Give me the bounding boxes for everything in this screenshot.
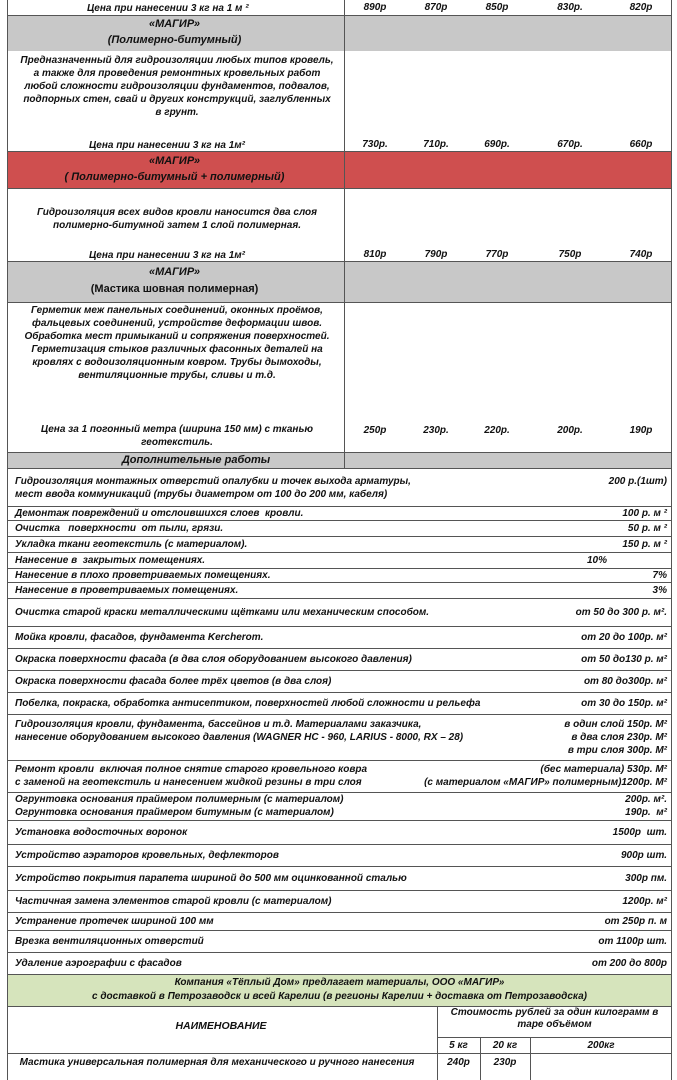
extras-row-price: от 1100р шт.	[598, 936, 667, 947]
extras-row-text: Нанесение в проветриваемых помещениях.	[15, 585, 239, 596]
extras-row-price: от 30 до 150р. м²	[581, 698, 667, 709]
section1-price-4: 670р.	[557, 139, 583, 150]
extras-row-text: Частичная замена элементов старой кровли (с материалом)	[15, 896, 332, 907]
extras-row-price: от 20 до 100р. м²	[581, 632, 667, 643]
extras-row-divider	[7, 866, 672, 867]
section1-price-label: Цена при нанесении 3 кг на 1м²	[89, 140, 246, 151]
extras-row-price: 300р пм.	[625, 873, 667, 884]
section3-subtitle: (Мастика шовная полимерная)	[90, 283, 259, 295]
extras-row-divider	[7, 890, 672, 891]
section3-price-1: 250р	[363, 425, 387, 436]
extras-row-price: 100 р. м ²	[622, 508, 667, 519]
extras-row-price: 50 р. м ²	[627, 523, 667, 534]
extras-row-divider	[7, 552, 672, 553]
extras-row-price: от 50 до130 р. м²	[581, 654, 667, 665]
extras-row-text: Нанесение в плохо проветриваемых помещениях.	[15, 570, 271, 581]
extras-row-text: Гидроизоляция кровли, фундамента, бассейнов и т.д. Материалами заказчика, нанесение оборудованием высокого давления (WAGNER HC - 960, LARIUS - 8000, RX – 28)	[15, 719, 464, 743]
extras-row-text: Ремонт кровли включая полное снятие старого кровельного ковра с заменой на геотекстиль и нанесением жидкой резины в три слоя	[15, 764, 368, 788]
extras-row-text: Очистка поверхности от пыли, грязи.	[15, 523, 224, 534]
extras-row-price: 1500р шт.	[612, 827, 667, 838]
extras-row-price: 1200р. м²	[622, 896, 667, 907]
extras-row-divider	[7, 648, 672, 649]
section1-price-2: 710р.	[423, 139, 449, 150]
top-price-2: 870р	[424, 2, 448, 13]
section2-price-1: 810р	[363, 249, 387, 260]
extras-row-text: Окраска поверхности фасада более трёх цветов (в два слоя)	[15, 676, 332, 687]
extras-row-price: от 200 до 800р	[591, 958, 667, 969]
company-banner: Компания «Тёплый Дом» предлагает материалы, ООО «МАГИР» с доставкой в Петрозаводск и всей Карелии (в регионы Карелии + доставка от Петрозаводска)	[92, 977, 587, 1002]
extras-row-price: от 250р п. м	[604, 916, 667, 927]
extras-row-text: Мойка кровли, фасадов, фундамента Kercherom.	[15, 632, 264, 643]
section1-price-5: 660р	[629, 139, 653, 150]
section2-description: Гидроизоляция всех видов кровли наносится два слоя полимерно-битумной затем 1 слой полимерная.	[36, 207, 318, 231]
extras-row-divider	[7, 714, 672, 715]
extras-row-price: 150 р. м ²	[622, 539, 667, 550]
materials-name-header: НАИМЕНОВАНИЕ	[175, 1020, 267, 1032]
top-price-4: 830р.	[557, 2, 583, 13]
section2-subtitle: ( Полимерно-битумный + полимерный)	[64, 171, 285, 183]
extras-row-price: в один слой 150р. М² в два слоя 230р. М² в три слоя 300р. М²	[564, 719, 667, 756]
top-price-label: Цена при нанесении 3 кг на 1 м ²	[87, 3, 249, 14]
extras-row-divider	[7, 582, 672, 583]
extras-row-text: Укладка ткани геотекстиль (с материалом).	[15, 539, 248, 550]
extras-row-price: 200 р.(1шт)	[608, 476, 667, 487]
materials-size-20kg: 20 кг	[492, 1040, 518, 1051]
section3-price-4: 200р.	[557, 425, 583, 436]
price-document	[7, 0, 672, 1080]
extras-row-price: (бес материала) 530р. М² (с материалом «МАГИР» полимерным)1200р. М²	[424, 764, 667, 788]
extras-row-text: Нанесение в закрытых помещениях.	[15, 555, 206, 566]
section2-price-2: 790р	[424, 249, 448, 260]
section2-price-label: Цена при нанесении 3 кг на 1м²	[89, 250, 246, 261]
extras-row-divider	[7, 952, 672, 953]
extras-row-text: Огрунтовка основания праймером полимерным (с материалом) Огрунтовка основания праймером битумным (с материалом)	[15, 794, 344, 818]
extras-row-text: Устройство аэраторов кровельных, дефлекторов	[15, 850, 279, 861]
extras-row-divider	[7, 930, 672, 931]
extras-row-price: 7%	[652, 570, 667, 581]
materials-size-5kg: 5 кг	[449, 1040, 468, 1051]
extras-row-price: 200р. м². 190р. м²	[625, 794, 667, 818]
extras-row-text: Гидроизоляция монтажных отверстий опалубки и точек выхода арматуры, мест ввода коммуникаций (трубы диаметром от 100 до 200 мм, кабеля)	[15, 476, 411, 500]
extras-row-text: Демонтаж повреждений и отслоившихся слоев кровли.	[15, 508, 304, 519]
section2-price-4: 750р	[558, 249, 582, 260]
extras-row-text: Установка водосточных воронок	[15, 827, 188, 838]
section3-price-2: 230р.	[423, 425, 449, 436]
section3-price-label: Цена за 1 погонный метра (ширина 150 мм) с тканью геотекстиль.	[40, 424, 314, 448]
extras-row-divider	[7, 520, 672, 521]
extras-row-text: Устройство покрытия парапета шириной до 500 мм оцинкованной сталью	[15, 873, 407, 884]
section3-description: Герметик меж панельных соединений, оконных проёмов, фальцевых соединений, устройстве деформации швов. Обработка мест примыканий и сопряжения поверхностей. Герметизация стыков различных фасонных деталей на кровлях с водоизоляционным ковром. Трубы дымоходы, вентиляционные трубы, сливы и т.д.	[24, 305, 330, 381]
section1-price-3: 690р.	[484, 139, 510, 150]
section3-title: «МАГИР»	[148, 266, 201, 278]
extras-row-text: Очистка старой краски металлическими щётками или механическим способом.	[15, 607, 430, 618]
section2-price-5: 740р	[629, 249, 653, 260]
extras-row-divider	[7, 536, 672, 537]
extras-row-text: Окраска поверхности фасада (в два слоя оборудованием высокого давления)	[15, 654, 412, 665]
extras-row-divider	[7, 598, 672, 599]
materials-cost-header: Стоимость рублей за один килограмм в таре объёмом	[450, 1007, 659, 1030]
extras-row-divider	[7, 844, 672, 845]
extras-row-divider	[7, 670, 672, 671]
section1-price-1: 730р.	[362, 139, 388, 150]
extras-row-divider	[7, 820, 672, 821]
section1-subtitle: (Полимерно-битумный)	[107, 34, 242, 46]
extras-row-price: 10%	[586, 555, 607, 566]
extras-row-price: от 50 до 300 р. м².	[575, 607, 667, 618]
top-price-1: 890р	[363, 2, 387, 13]
extras-row-divider	[7, 626, 672, 627]
section1-description: Предназначенный для гидроизоляции любых типов кровель, а также для проведения ремонтных кровельных работ любой сложности гидроизоляции фундаментов, подвалов, подпорных стен, свай и других конструкций, заглубленных в грунт.	[20, 55, 334, 118]
section3-price-3: 220р.	[484, 425, 510, 436]
top-price-3: 850р	[485, 2, 509, 13]
extras-title: Дополнительные работы	[121, 454, 271, 466]
section1-title: «МАГИР»	[148, 18, 201, 30]
materials-row-price-20kg: 230р	[493, 1057, 517, 1068]
materials-size-200kg: 200кг	[587, 1040, 615, 1051]
section3-price-5: 190р	[629, 425, 653, 436]
extras-row-text: Устранение протечек шириной 100 мм	[15, 916, 214, 927]
extras-row-price: 3%	[652, 585, 667, 596]
materials-row-name: Мастика универсальная полимерная для механического и ручного нанесения	[19, 1057, 415, 1068]
extras-row-divider	[7, 912, 672, 913]
section2-title: «МАГИР»	[148, 155, 201, 167]
extras-row-text: Побелка, покраска, обработка антисептиком, поверхностей любой сложности и рельефа	[15, 698, 481, 709]
section2-price-3: 770р	[485, 249, 509, 260]
extras-row-text: Удаление аэрографии с фасадов	[15, 958, 182, 969]
extras-row-text: Врезка вентиляционных отверстий	[15, 936, 204, 947]
extras-row-price: от 80 до300р. м²	[583, 676, 667, 687]
extras-row-divider	[7, 692, 672, 693]
extras-row-divider	[7, 760, 672, 761]
top-price-5: 820р	[629, 2, 653, 13]
extras-row-price: 900р шт.	[620, 850, 667, 861]
materials-row-price-5kg: 240р	[447, 1057, 470, 1068]
